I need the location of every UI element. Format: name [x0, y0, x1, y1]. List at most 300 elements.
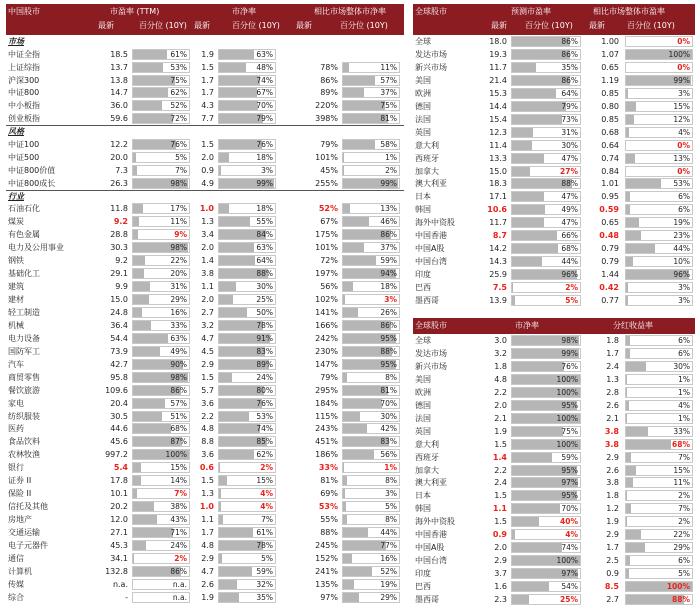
percentile-fill [343, 76, 375, 85]
percentile-value: 1% [385, 152, 397, 162]
percentile-fill [219, 101, 258, 110]
percentile-fill [343, 515, 347, 524]
ratio-latest: 1.3 [606, 374, 619, 384]
percentile-bar [625, 166, 693, 177]
percentile-bar [625, 361, 693, 372]
row-name: 汽车 [8, 359, 24, 369]
percentile-value: 5% [175, 152, 187, 162]
pb-latest: 7.7 [201, 114, 214, 124]
value-latest: 1.6 [494, 582, 507, 592]
percentile-bar [218, 113, 276, 124]
percentile-fill [626, 466, 636, 475]
rel-pb-latest: 147% [315, 359, 338, 369]
row-name: 钢铁 [8, 256, 24, 266]
pe-latest: 30.3 [110, 243, 128, 253]
table-row [6, 448, 404, 461]
table-row [6, 99, 404, 112]
value-latest: 12.3 [489, 127, 507, 137]
value-latest: 21.4 [489, 75, 507, 85]
row-name: 保险 II [8, 489, 32, 499]
percentile-fill [343, 593, 359, 602]
table-row [413, 476, 695, 489]
row-name: 煤炭 [8, 217, 24, 227]
table-row [6, 177, 404, 190]
percentile-bar [625, 490, 693, 501]
percentile-bar [511, 361, 581, 372]
rel-pb-latest: 255% [315, 178, 338, 188]
percentile-value: 74% [561, 543, 578, 553]
pe-latest: 27.1 [110, 528, 128, 538]
percentile-value: 87% [170, 437, 187, 447]
header-pb: 市净率 [232, 7, 256, 16]
row-name: 西班牙 [415, 153, 439, 163]
header-market: 全球股市 [415, 7, 447, 16]
pb-latest: 2.6 [201, 579, 214, 589]
row-name: 机械 [8, 320, 24, 330]
pe-latest: 7.3 [115, 165, 128, 175]
pb-latest: 2.0 [201, 243, 214, 253]
percentile-bar [625, 465, 693, 476]
percentile-value: 2% [260, 463, 273, 473]
pb-latest: 4.9 [201, 178, 214, 188]
rel-pb-latest: 135% [315, 579, 338, 589]
pe-latest: 13.8 [110, 75, 128, 85]
percentile-value: 51% [170, 411, 187, 421]
pb-latest: 1.7 [201, 88, 214, 98]
ratio-latest: 0.80 [601, 101, 619, 111]
rel-pb-latest: 242% [315, 333, 338, 343]
percentile-bar [218, 423, 276, 434]
percentile-value: 91% [256, 333, 273, 343]
percentile-value: 86% [170, 566, 187, 576]
pe-latest: 26.3 [110, 178, 128, 188]
percentile-fill [133, 230, 138, 239]
percentile-value: 68% [561, 244, 578, 254]
percentile-bar [511, 256, 581, 267]
rel-pb-latest: 53% [318, 502, 338, 512]
table-row [6, 384, 404, 397]
percentile-bar [132, 579, 190, 590]
pe-latest: 20.4 [110, 398, 128, 408]
percentile-value: 17% [170, 204, 187, 214]
percentile-value: 62% [256, 450, 273, 460]
pe-latest: 30.5 [110, 411, 128, 421]
row-name: 美国 [415, 374, 431, 384]
percentile-value: 53% [256, 411, 273, 421]
percentile-bar [625, 413, 693, 424]
pe-latest: 45.3 [110, 541, 128, 550]
percentile-fill [343, 502, 346, 511]
table-row [6, 371, 404, 384]
percentile-value: 71% [170, 528, 187, 538]
percentile-fill [343, 63, 349, 72]
percentile-value: 6% [678, 556, 690, 566]
percentile-value: 2% [678, 491, 690, 501]
percentile-fill [133, 269, 144, 278]
ratio-latest: 2.4 [606, 361, 619, 371]
ratio-latest: 0.79 [601, 244, 619, 254]
value-latest: 2.0 [494, 400, 507, 410]
ratio-latest: 2.8 [606, 387, 619, 397]
percentile-bar [511, 374, 581, 385]
percentile-value: 7% [678, 452, 690, 462]
row-name: 中国台湾 [415, 257, 447, 267]
percentile-value: 76% [256, 398, 273, 408]
percentile-fill [343, 140, 375, 149]
table-row [6, 578, 404, 591]
percentile-fill [512, 192, 544, 201]
percentile-fill [626, 504, 631, 513]
percentile-bar [342, 579, 400, 590]
pe-latest: 34.1 [110, 553, 128, 563]
table-row [6, 138, 404, 151]
percentile-value: 100% [668, 49, 690, 59]
section-title: 风格 [8, 127, 24, 137]
value-latest: 2.0 [494, 543, 507, 553]
ratio-latest: 3.8 [604, 439, 619, 449]
row-name: 计算机 [8, 566, 32, 576]
percentile-bar [625, 295, 693, 306]
percentile-fill [343, 463, 344, 472]
percentile-fill [343, 424, 367, 433]
value-latest: 1.8 [494, 361, 507, 371]
percentile-value: 7% [174, 489, 187, 499]
pb-latest: 1.4 [201, 256, 214, 266]
value-latest: 2.9 [494, 556, 507, 566]
table-header [6, 4, 404, 35]
percentile-value: 4% [260, 489, 273, 499]
percentile-value: 100% [556, 556, 578, 566]
percentile-bar [218, 87, 276, 98]
percentile-bar [511, 555, 581, 566]
percentile-value: 74% [256, 424, 273, 434]
percentile-fill [343, 308, 358, 317]
percentile-value: 81% [380, 114, 397, 124]
percentile-bar [511, 101, 581, 112]
percentile-bar [342, 165, 400, 176]
table-row [413, 438, 695, 451]
header-pb: 市净率 [515, 321, 539, 330]
percentile-bar [132, 514, 190, 525]
percentile-value: 89% [256, 359, 273, 369]
header-market: 全球股市 [415, 321, 447, 330]
pb-latest: 1.3 [201, 489, 214, 499]
percentile-value: 6% [678, 192, 690, 202]
rel-pb-latest: 79% [320, 372, 338, 382]
percentile-fill [343, 528, 368, 537]
percentile-value: 27% [560, 166, 578, 176]
percentile-fill [512, 582, 549, 591]
pb-latest: 2.0 [201, 294, 214, 304]
row-name: 沪深300 [8, 75, 40, 85]
percentile-bar [511, 452, 581, 463]
percentile-fill [133, 50, 167, 59]
percentile-value: 15% [256, 476, 273, 486]
rel-pb-latest: 241% [315, 566, 338, 576]
section-heading [6, 190, 404, 203]
percentile-bar [218, 346, 276, 357]
percentile-value: 11% [170, 217, 187, 227]
percentile-value: 95% [561, 491, 578, 501]
percentile-bar [511, 204, 581, 215]
percentile-bar [342, 216, 400, 227]
percentile-value: 63% [256, 49, 273, 59]
percentile-value: 63% [170, 333, 187, 343]
row-name: 西班牙 [415, 452, 439, 462]
table-row [413, 100, 695, 113]
percentile-value: 33% [170, 320, 187, 330]
pb-latest: 1.9 [201, 592, 214, 602]
percentile-bar [218, 579, 276, 590]
percentile-fill [343, 295, 345, 304]
value-latest: 11.7 [489, 62, 507, 72]
percentile-bar [342, 75, 400, 86]
row-name: 新兴市场 [415, 361, 447, 371]
percentile-fill [343, 489, 345, 498]
ratio-latest: 2.6 [606, 400, 619, 410]
percentile-value: 14% [170, 476, 187, 486]
row-name: 中证800 [8, 88, 40, 98]
percentile-bar [511, 114, 581, 125]
pe-latest: 14.7 [110, 88, 128, 98]
table-row [413, 255, 695, 268]
percentile-fill [133, 489, 137, 498]
row-name: 欧洲 [415, 387, 431, 397]
percentile-value: 15% [673, 465, 690, 475]
percentile-bar [132, 449, 190, 460]
percentile-bar [218, 501, 276, 512]
row-name: 中证800成长 [8, 178, 56, 188]
percentile-fill [343, 567, 372, 576]
percentile-fill [219, 153, 229, 162]
pb-latest: 3.2 [201, 320, 214, 330]
rel-pb-latest: 245% [315, 541, 338, 550]
row-name: 证券 II [8, 476, 32, 486]
value-latest: 1.5 [494, 517, 507, 527]
value-latest: 18.3 [489, 179, 507, 189]
percentile-bar [625, 348, 693, 359]
percentile-bar [342, 255, 400, 266]
row-name: 全球 [415, 336, 431, 345]
percentile-fill [512, 296, 515, 305]
value-latest: 15.4 [489, 114, 507, 124]
rel-pb-latest: 451% [315, 437, 338, 447]
ratio-latest: 2.6 [606, 465, 619, 475]
percentile-value: 16% [380, 553, 397, 563]
percentile-value: 6% [678, 205, 690, 215]
percentile-value: 86% [170, 385, 187, 395]
percentile-value: 22% [170, 256, 187, 266]
table-row [413, 567, 695, 580]
pb-latest: 3.4 [201, 230, 214, 240]
percentile-fill [343, 101, 385, 110]
table-row [6, 397, 404, 410]
percentile-bar [625, 217, 693, 228]
percentile-bar [342, 268, 400, 279]
percentile-value: 1% [678, 387, 690, 397]
ratio-latest: 0.77 [601, 296, 619, 305]
percentile-value: 64% [256, 256, 273, 266]
percentile-value: 6% [678, 336, 690, 345]
row-name: 全球 [415, 37, 431, 46]
percentile-bar [625, 256, 693, 267]
percentile-fill [133, 166, 137, 175]
table-row [413, 203, 695, 216]
percentile-bar [511, 140, 581, 151]
percentile-value: 18% [256, 152, 273, 162]
percentile-value: 52% [380, 566, 397, 576]
pb-latest: 1.0 [199, 502, 214, 512]
percentile-value: 2% [565, 283, 578, 293]
percentile-fill [626, 440, 671, 449]
percentile-bar [511, 413, 581, 424]
value-latest: 2.1 [494, 413, 507, 423]
value-latest: 3.2 [494, 348, 507, 358]
table-row [413, 554, 695, 567]
percentile-fill [133, 541, 146, 550]
percentile-value: 76% [256, 139, 273, 149]
pb-latest: 4.7 [201, 566, 214, 576]
percentile-bar [132, 527, 190, 538]
percentile-bar [132, 100, 190, 111]
percentile-bar [625, 374, 693, 385]
percentile-bar [218, 62, 276, 73]
percentile-bar [511, 581, 581, 592]
percentile-bar [511, 348, 581, 359]
percentile-value: 6% [678, 348, 690, 358]
percentile-fill [626, 296, 628, 305]
percentile-value: 100% [165, 450, 187, 460]
percentile-bar [218, 475, 276, 486]
percentile-bar [342, 281, 400, 292]
row-name: 韩国 [415, 205, 431, 215]
percentile-bar [132, 475, 190, 486]
percentile-bar [132, 255, 190, 266]
value-latest: 1.1 [492, 504, 507, 514]
table-row [413, 451, 695, 464]
ratio-latest: 1.7 [606, 543, 619, 553]
row-name: 传媒 [8, 579, 24, 589]
table-row [413, 386, 695, 399]
percentile-bar [218, 411, 276, 422]
header-market: 中国股市 [8, 7, 40, 16]
pe-latest: 13.7 [110, 62, 128, 72]
percentile-fill [133, 334, 168, 343]
percentile-bar [342, 566, 400, 577]
percentile-fill [219, 140, 262, 149]
percentile-value: 8% [385, 372, 397, 382]
value-latest: 1.5 [494, 439, 507, 449]
row-name: 海外中资股 [415, 517, 455, 527]
percentile-value: 54% [561, 582, 578, 592]
pb-latest: 5.7 [201, 385, 214, 395]
pb-latest: 4.8 [201, 424, 214, 434]
percentile-bar [218, 592, 276, 603]
percentile-value: 88% [672, 595, 690, 604]
row-name: 房地产 [8, 515, 32, 525]
rel-pb-latest: 115% [315, 411, 338, 421]
percentile-value: 100% [556, 413, 578, 423]
percentile-fill [343, 373, 347, 382]
table-row [6, 487, 404, 500]
ratio-latest: 2.9 [606, 452, 619, 462]
row-name: 中国A股 [415, 543, 445, 553]
percentile-bar [218, 281, 276, 292]
table-row [413, 152, 695, 165]
value-latest: 25.9 [489, 270, 507, 280]
percentile-value: 4% [565, 530, 578, 540]
rel-pb-latest: 89% [320, 88, 338, 98]
table-row [6, 332, 404, 345]
value-latest: 8.7 [492, 231, 507, 241]
percentile-bar [218, 203, 276, 214]
percentile-value: 70% [561, 504, 578, 514]
percentile-fill [219, 256, 255, 265]
percentile-value: 98% [170, 178, 187, 188]
percentile-value: 95% [380, 359, 397, 369]
ratio-latest: 1.01 [601, 179, 619, 189]
percentile-bar [218, 320, 276, 331]
percentile-fill [133, 63, 163, 72]
value-latest: 11.7 [489, 218, 507, 228]
pb-latest: 8.8 [201, 437, 214, 447]
percentile-fill [626, 128, 629, 137]
percentile-bar [218, 165, 276, 176]
percentile-value: 77% [380, 541, 397, 550]
percentile-fill [626, 218, 639, 227]
table-row [6, 74, 404, 87]
percentile-bar [511, 594, 581, 605]
percentile-bar [132, 242, 190, 253]
percentile-bar [511, 243, 581, 254]
table-row [6, 539, 404, 552]
row-name: 印度 [415, 569, 431, 579]
percentile-bar [625, 153, 693, 164]
percentile-fill [219, 217, 250, 226]
rel-pb-latest: 88% [320, 528, 338, 538]
ratio-latest: 0.84 [601, 166, 619, 176]
percentile-value: 8% [385, 476, 397, 486]
percentile-bar [342, 475, 400, 486]
rel-pb-latest: 101% [315, 243, 338, 253]
rel-pb-latest: 56% [320, 282, 338, 291]
percentile-value: 97% [561, 569, 578, 579]
percentile-fill [343, 282, 353, 291]
table-row [6, 435, 404, 448]
percentile-value: 0% [677, 166, 690, 176]
rel-pb-latest: 398% [315, 114, 338, 124]
row-name: 建筑 [8, 282, 24, 291]
percentile-bar [511, 465, 581, 476]
value-latest: 15.3 [489, 88, 507, 98]
row-name: 欧洲 [415, 88, 431, 98]
percentile-fill [512, 453, 552, 462]
table-row [6, 565, 404, 578]
percentile-bar [511, 568, 581, 579]
percentile-bar [625, 114, 693, 125]
rel-pb-latest: 52% [318, 204, 338, 214]
pe-latest: 12.0 [110, 515, 128, 525]
percentile-fill [626, 401, 629, 410]
percentile-value: 57% [170, 398, 187, 408]
percentile-bar [511, 127, 581, 138]
percentile-bar [342, 346, 400, 357]
percentile-bar [625, 75, 693, 86]
percentile-value: 13% [380, 204, 397, 214]
pb-latest: 4.7 [201, 333, 214, 343]
table-row [6, 358, 404, 371]
percentile-fill [343, 554, 352, 563]
